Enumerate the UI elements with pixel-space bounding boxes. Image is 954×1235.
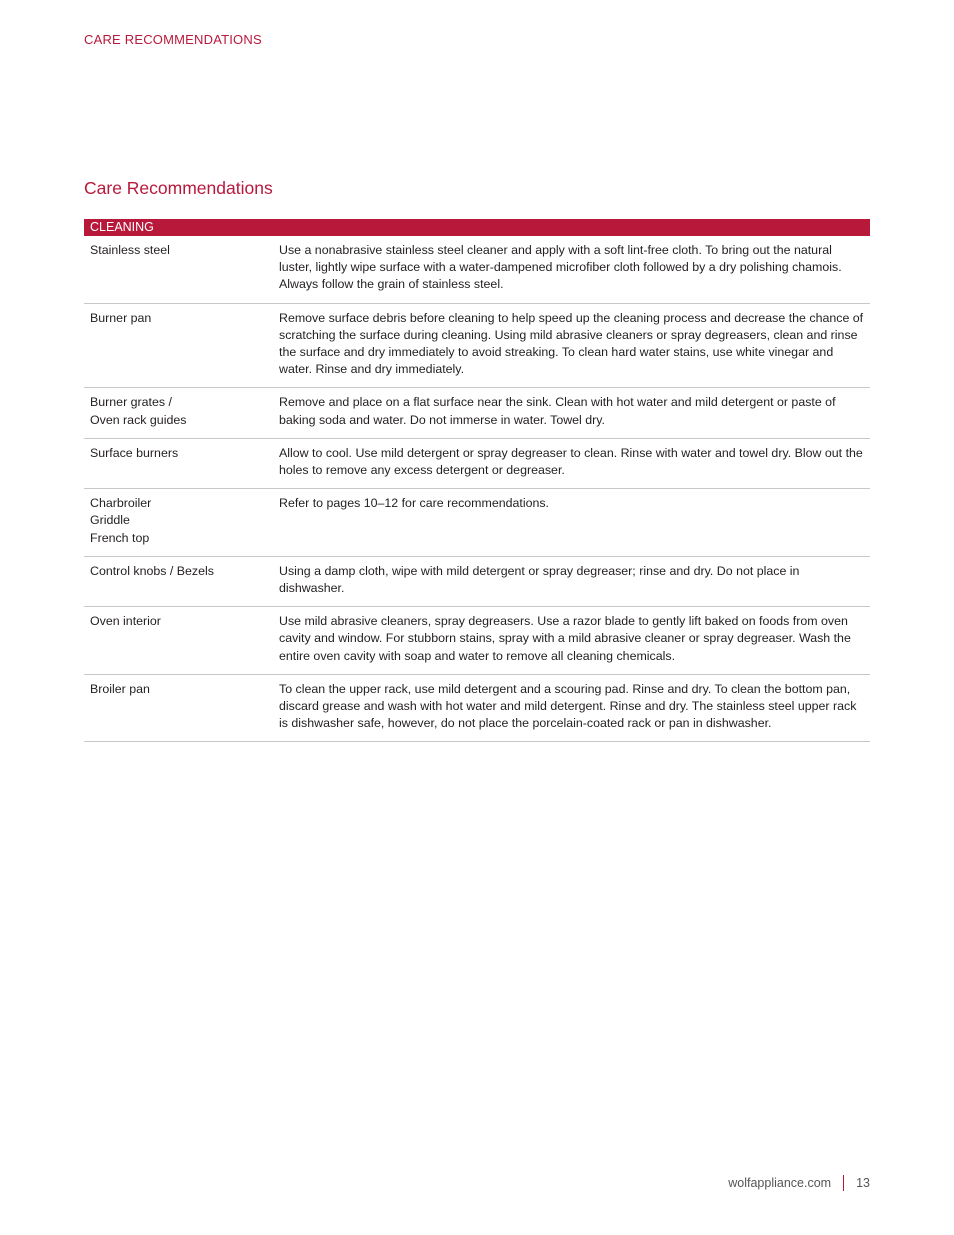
table-row — [84, 388, 870, 438]
table-row — [84, 607, 870, 675]
table-row — [84, 675, 870, 743]
table-row — [84, 489, 870, 557]
footer-divider — [843, 1175, 844, 1191]
row-item-description: To clean the upper rack, use mild detergent and a scouring pad. Rinse and dry. To clean the bottom pan, discard grease and wash with hot water and mild detergent. Rinse and dry. The stainless steel upper rack is dishwasher safe, however, do not place the porcelain-coated rack or pan in dishwasher. — [279, 681, 857, 731]
footer-website-link[interactable]: wolfappliance.com — [728, 1176, 832, 1190]
table-row — [84, 439, 870, 489]
table-row — [84, 236, 870, 304]
row-item-description: Using a damp cloth, wipe with mild detergent or spray degreaser; rinse and dry. Do not place in dishwasher. — [279, 563, 800, 596]
row-item-description: Remove surface debris before cleaning to help speed up the cleaning process and decrease the chance of scratching the surface during cleaning. Using mild abrasive cleaners or spray degreasers, clean and rinse the surface and dry immediately to avoid streaking. To clean hard water stains, use white vinegar and water. Rinse and dry immediately. — [279, 310, 864, 377]
row-item-description: Use a nonabrasive stainless steel cleaner and apply with a soft lint-free cloth. To bring out the natural luster, lightly wipe surface with a water-dampened microfiber cloth followed by a dry polishing chamois. Always follow the grain of stainless steel. — [279, 243, 842, 292]
row-item-description: Remove and place on a flat surface near the sink. Clean with hot water and mild detergent or paste of baking soda and water. Do not immerse in water. Towel dry. — [279, 395, 836, 427]
row-item-name: Control knobs / Bezels — [90, 563, 214, 578]
row-item-name: Stainless steel — [90, 243, 170, 257]
row-item-name: Charbroiler Griddle French top — [90, 496, 152, 545]
table-row — [84, 557, 870, 607]
page-number: 13 — [856, 1176, 870, 1190]
row-item-description: Use mild abrasive cleaners, spray degreasers. Use a razor blade to gently lift baked on foods from oven cavity and window. For stubborn stains, spray with a mild abrasive cleaner or spray degreaser. Wash the entire oven cavity with soap and water to remove all cleaning chemicals. — [279, 614, 851, 663]
row-item-name: Burner pan — [90, 310, 152, 325]
running-head: CARE RECOMMENDATIONS — [84, 32, 262, 47]
page-footer — [728, 1175, 870, 1191]
row-item-name: Oven interior — [90, 614, 161, 629]
table-row — [84, 304, 870, 389]
row-item-name: Surface burners — [90, 445, 179, 460]
care-table — [84, 219, 870, 742]
row-item-description: Allow to cool. Use mild detergent or spray degreaser to clean. Rinse with water and towel dry. Blow out the holes to remove any excess detergent or degreaser. — [279, 445, 863, 478]
row-item-name: Burner grates / Oven rack guides — [90, 395, 187, 427]
row-item-name: Broiler pan — [90, 681, 150, 696]
row-item-description: Refer to pages 10–12 for care recommendations. — [279, 496, 549, 511]
section-title: Care Recommendations — [84, 178, 273, 198]
table-header-cleaning: CLEANING — [84, 219, 870, 236]
